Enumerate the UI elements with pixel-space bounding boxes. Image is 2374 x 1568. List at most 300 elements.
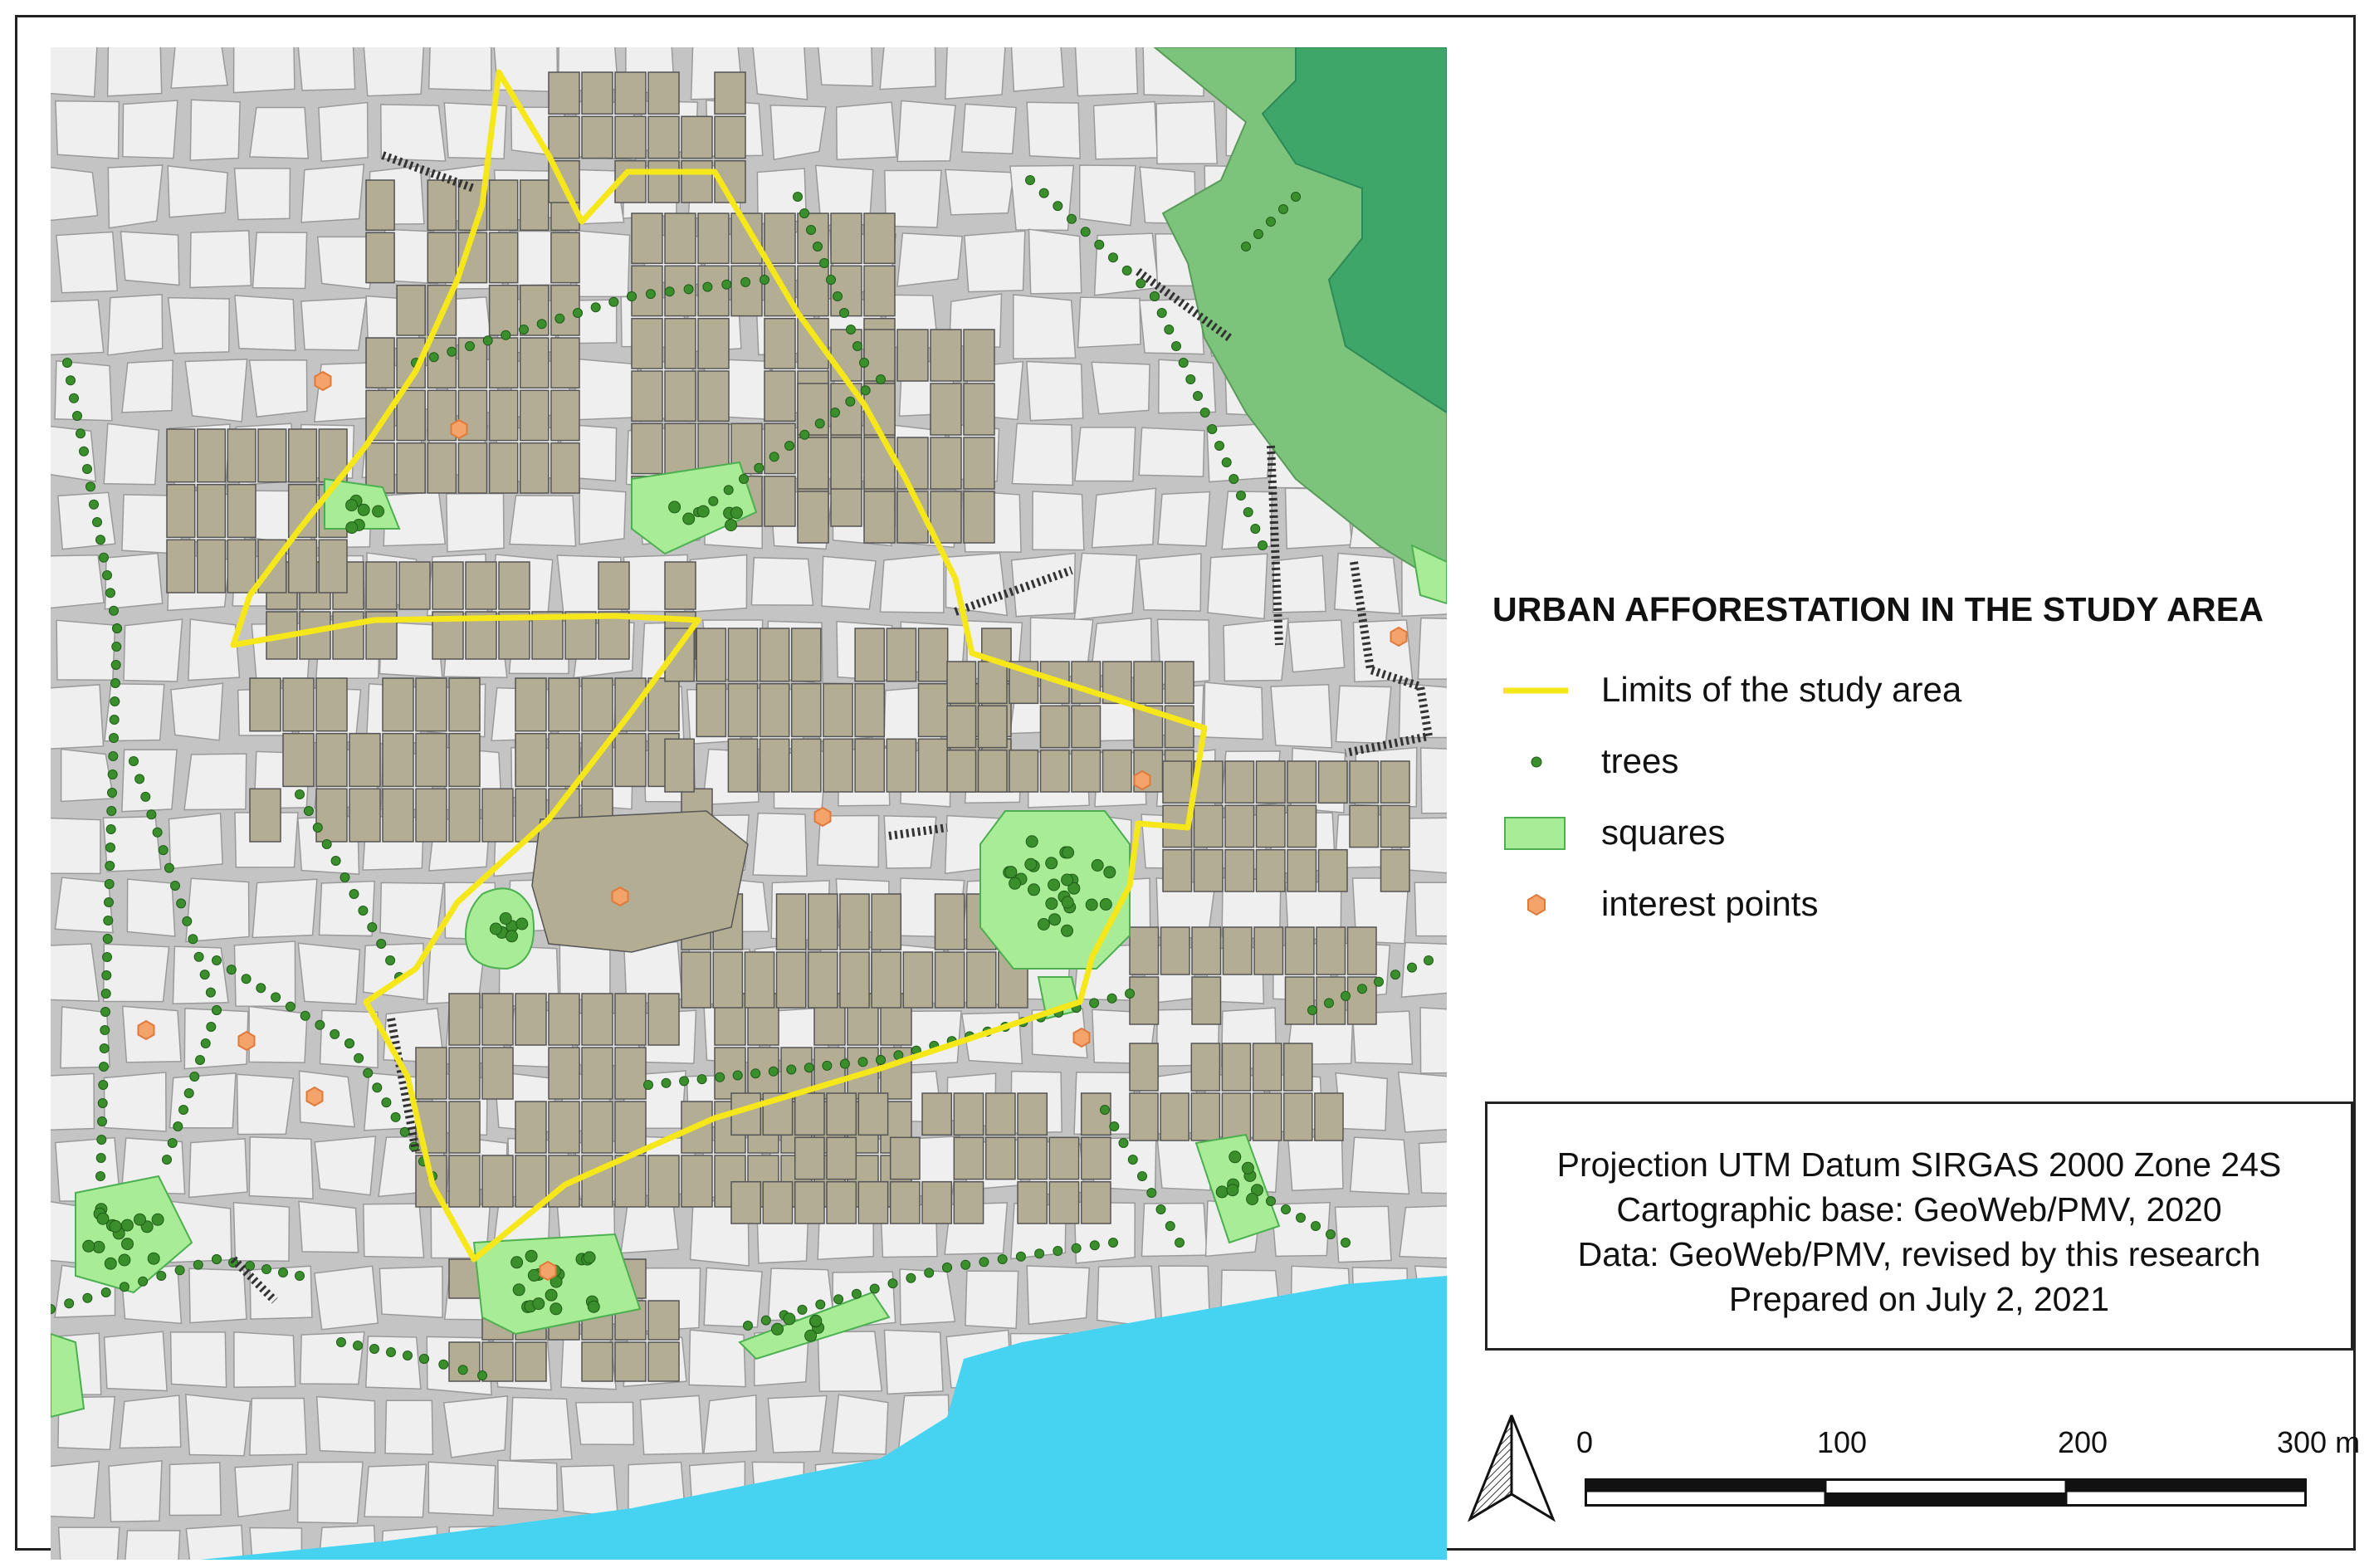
interest-point <box>1074 1028 1090 1047</box>
building <box>366 390 394 440</box>
tree <box>665 287 674 296</box>
building <box>283 734 314 787</box>
tree <box>858 1058 867 1067</box>
tree <box>1282 1205 1291 1214</box>
tree <box>403 1351 413 1360</box>
tree <box>787 1065 796 1074</box>
lot <box>105 554 163 609</box>
tree <box>100 1044 109 1053</box>
building <box>416 1048 447 1099</box>
building <box>760 739 789 792</box>
lot <box>561 1465 618 1517</box>
legend-item-trees <box>1478 733 2308 791</box>
tree <box>103 953 112 962</box>
interest-point <box>1135 771 1150 789</box>
tree <box>387 1348 396 1357</box>
lot <box>1014 295 1076 359</box>
tree <box>110 697 120 706</box>
tree <box>961 1260 970 1269</box>
building <box>954 1137 983 1179</box>
tree <box>794 193 803 202</box>
tree <box>373 1083 382 1092</box>
tree <box>370 1345 379 1354</box>
tree <box>846 397 855 406</box>
building <box>490 338 518 388</box>
tree <box>346 522 358 534</box>
scale-tick-100: 100 <box>1817 1425 1868 1459</box>
building <box>728 684 757 737</box>
building <box>615 994 646 1045</box>
tree <box>853 342 862 351</box>
tree <box>804 1063 813 1072</box>
lot <box>1399 1205 1447 1258</box>
map-canvas[interactable] <box>51 47 1447 1560</box>
building <box>792 684 821 737</box>
building <box>823 684 852 737</box>
building <box>715 116 745 158</box>
building <box>349 789 380 842</box>
building <box>764 213 795 263</box>
tree <box>772 1323 784 1335</box>
lot <box>56 620 115 680</box>
building <box>728 628 757 681</box>
building <box>399 562 430 609</box>
tree <box>506 931 518 942</box>
tree <box>800 430 809 439</box>
tree <box>805 1330 817 1341</box>
lot <box>1094 102 1158 159</box>
building <box>648 1155 679 1207</box>
building <box>864 491 895 543</box>
lot <box>385 1400 432 1454</box>
tree <box>823 1061 832 1070</box>
building <box>1163 850 1192 891</box>
tree <box>271 993 281 1002</box>
boundary-line-symbol <box>1503 670 1578 711</box>
building <box>792 739 821 792</box>
tree <box>722 280 731 289</box>
building <box>289 540 317 593</box>
tree <box>1242 1162 1253 1174</box>
building <box>947 750 976 792</box>
lot <box>1012 423 1072 485</box>
lot <box>120 1395 180 1448</box>
tree <box>1208 425 1217 434</box>
building <box>1257 850 1286 891</box>
building <box>300 612 330 659</box>
lot <box>689 1330 745 1386</box>
building <box>827 1137 856 1179</box>
building <box>858 1093 887 1135</box>
lot <box>1010 165 1073 230</box>
building <box>979 750 1008 792</box>
building <box>1381 805 1410 847</box>
interest-point <box>315 372 331 390</box>
lot <box>1271 685 1331 748</box>
tree <box>550 1303 562 1315</box>
tree <box>810 1315 822 1326</box>
building <box>490 180 518 230</box>
building <box>808 952 838 1008</box>
lot <box>298 1462 364 1523</box>
tree <box>364 1068 373 1077</box>
lot <box>1288 1136 1343 1190</box>
lot <box>364 1464 426 1517</box>
lot <box>298 943 359 1004</box>
legend-label-trees: trees <box>1601 741 1679 780</box>
lot <box>1272 1203 1330 1257</box>
building <box>449 1259 480 1298</box>
tree <box>386 956 395 965</box>
building <box>887 628 916 681</box>
tree <box>111 661 120 670</box>
lot <box>184 754 247 809</box>
tree <box>1090 999 1099 1008</box>
tree <box>83 1240 95 1252</box>
tree <box>175 1266 184 1275</box>
lot <box>59 1527 120 1560</box>
tree <box>331 857 340 866</box>
building <box>449 1155 480 1207</box>
lot <box>55 361 112 421</box>
tree <box>998 1255 1007 1264</box>
building <box>449 994 480 1045</box>
interest-point <box>1391 628 1407 646</box>
building <box>490 232 518 282</box>
building <box>954 1093 983 1135</box>
tree <box>420 1355 429 1364</box>
building <box>366 180 394 230</box>
building <box>728 739 757 792</box>
tree <box>744 1321 753 1331</box>
building <box>840 894 869 950</box>
building <box>632 423 662 473</box>
building <box>931 330 961 381</box>
tree <box>847 325 856 335</box>
tree <box>733 1071 742 1080</box>
building <box>964 437 994 489</box>
tree <box>97 1213 109 1224</box>
building <box>515 734 546 787</box>
building <box>383 789 413 842</box>
lot <box>51 685 104 750</box>
building <box>764 319 795 369</box>
building <box>1041 706 1070 747</box>
lot <box>1353 620 1412 681</box>
tree <box>83 465 92 474</box>
building <box>427 443 456 493</box>
tree <box>1039 188 1048 198</box>
tree <box>925 1268 934 1277</box>
tree <box>227 965 236 975</box>
tree <box>784 1313 795 1325</box>
tree <box>1122 266 1131 275</box>
building <box>1284 1093 1312 1141</box>
lot <box>299 1201 359 1252</box>
lot <box>822 556 876 609</box>
tree <box>337 1338 346 1347</box>
tree <box>83 1293 92 1302</box>
building <box>648 72 679 114</box>
building <box>1191 1043 1219 1091</box>
tree <box>1136 279 1145 288</box>
tree <box>1109 1238 1118 1248</box>
tree <box>1053 202 1062 211</box>
building <box>764 266 795 315</box>
building <box>198 540 226 593</box>
lot <box>429 47 491 90</box>
building <box>427 338 456 388</box>
building <box>840 952 869 1008</box>
building <box>1381 761 1410 803</box>
tree <box>99 1081 108 1090</box>
tree <box>1072 1243 1081 1253</box>
tree <box>242 975 251 984</box>
building <box>227 429 256 482</box>
lot <box>315 1136 375 1195</box>
building <box>1225 850 1254 891</box>
tree <box>1119 1139 1128 1148</box>
building <box>549 994 579 1045</box>
building <box>665 739 694 792</box>
scale-area <box>1453 1395 2367 1545</box>
building <box>1222 1093 1250 1141</box>
lot <box>897 100 955 161</box>
building <box>198 485 226 538</box>
tree <box>834 1295 843 1304</box>
lot <box>1420 1008 1447 1073</box>
tree <box>545 1289 557 1301</box>
lot <box>108 165 162 228</box>
tree <box>555 314 564 323</box>
tree <box>798 1305 807 1314</box>
lot <box>965 1271 1018 1328</box>
tree <box>377 940 386 949</box>
building <box>449 1048 480 1099</box>
lot <box>123 100 178 159</box>
building <box>167 429 195 482</box>
building <box>1192 977 1221 1024</box>
tree <box>852 1289 861 1298</box>
building <box>250 789 281 842</box>
tree <box>877 1056 886 1065</box>
lot <box>61 1007 110 1068</box>
tree <box>1258 541 1268 550</box>
lot <box>1414 882 1447 936</box>
building <box>1253 1093 1282 1141</box>
lot <box>171 1332 227 1387</box>
lot <box>233 1203 289 1261</box>
tree <box>105 898 114 907</box>
lot <box>51 1073 94 1130</box>
tree <box>382 1098 391 1107</box>
tree <box>584 1252 595 1263</box>
tree <box>840 309 849 318</box>
building <box>798 491 828 543</box>
tree <box>628 292 637 301</box>
building <box>482 1155 513 1207</box>
tree <box>1424 956 1434 965</box>
tree <box>141 792 150 801</box>
square-fill-symbol <box>1503 813 1578 854</box>
building <box>615 1102 646 1153</box>
lot <box>104 944 169 1001</box>
lot <box>252 879 317 937</box>
building <box>1072 706 1101 747</box>
tree <box>246 1262 255 1271</box>
building <box>615 1342 646 1381</box>
building <box>1350 761 1379 803</box>
tree <box>1062 925 1073 936</box>
building <box>366 562 397 609</box>
tree <box>1215 442 1224 451</box>
tree <box>1200 408 1209 418</box>
tree <box>296 790 305 799</box>
lot <box>252 232 306 288</box>
tree <box>106 825 115 834</box>
lot <box>381 105 446 161</box>
tree <box>65 1299 74 1308</box>
building <box>696 628 725 681</box>
lot <box>576 1402 634 1444</box>
building <box>490 443 518 493</box>
tree <box>1186 375 1195 384</box>
tree <box>447 347 457 356</box>
building <box>964 383 994 435</box>
building <box>1287 805 1316 847</box>
tree <box>212 1006 222 1015</box>
building <box>922 1182 951 1224</box>
tree <box>101 1008 110 1017</box>
building <box>515 1102 546 1153</box>
building <box>549 678 579 731</box>
tree <box>1251 525 1260 534</box>
tree <box>833 292 843 301</box>
building <box>777 894 806 950</box>
building <box>549 1048 579 1099</box>
lot <box>1204 682 1263 740</box>
building <box>482 1048 513 1099</box>
tree <box>368 923 377 932</box>
building <box>416 734 447 787</box>
lot <box>837 102 896 159</box>
tree <box>831 408 840 418</box>
building <box>891 1137 920 1179</box>
tree <box>724 486 733 495</box>
lot <box>124 1531 180 1560</box>
lot <box>1139 554 1201 611</box>
legend-item-squares <box>1478 804 2308 862</box>
lot <box>1011 47 1064 91</box>
building <box>615 116 646 158</box>
lot <box>447 494 504 552</box>
building <box>366 232 394 282</box>
lot <box>120 232 178 286</box>
tree <box>1254 230 1263 239</box>
building <box>798 383 828 435</box>
tree <box>877 375 886 384</box>
tree <box>1109 253 1118 262</box>
lot <box>1288 620 1345 672</box>
building <box>449 678 480 731</box>
tree <box>107 807 116 816</box>
building <box>855 628 884 681</box>
building <box>648 994 679 1045</box>
building <box>1103 750 1132 792</box>
tree <box>177 899 186 908</box>
tree <box>709 496 718 506</box>
lot <box>127 879 174 936</box>
tree <box>1046 898 1058 910</box>
building <box>520 390 549 440</box>
tree <box>201 1039 210 1048</box>
tree <box>110 1220 121 1232</box>
building <box>681 161 712 203</box>
tree <box>761 1316 770 1325</box>
tree <box>200 970 209 979</box>
tree <box>86 482 95 491</box>
tree <box>525 1250 537 1262</box>
building <box>1191 1093 1219 1141</box>
building <box>551 443 579 493</box>
tree <box>528 1269 540 1281</box>
tree <box>1165 1222 1175 1231</box>
tree <box>1156 1205 1165 1214</box>
building <box>1049 1182 1078 1224</box>
lot <box>122 360 173 413</box>
building <box>1082 1137 1111 1179</box>
tree <box>574 309 583 318</box>
building <box>366 338 394 388</box>
building <box>919 684 948 737</box>
tree <box>76 429 85 438</box>
lot <box>190 100 240 160</box>
tree <box>1194 392 1203 401</box>
building <box>615 1048 646 1099</box>
building <box>919 739 948 792</box>
building <box>798 319 828 369</box>
building <box>947 706 976 747</box>
building <box>316 789 347 842</box>
lot <box>1222 491 1272 550</box>
tree <box>1150 292 1160 301</box>
lot <box>298 47 355 90</box>
building <box>831 437 862 489</box>
tree <box>807 226 816 235</box>
lot <box>1335 553 1399 613</box>
building <box>964 330 994 381</box>
lot <box>945 169 1014 214</box>
building <box>872 952 901 1008</box>
tree <box>490 923 501 935</box>
building <box>1194 850 1224 891</box>
building <box>289 429 317 482</box>
building <box>795 1137 824 1179</box>
tree <box>870 1284 879 1293</box>
lot <box>1159 359 1216 413</box>
building <box>858 1182 887 1224</box>
tree <box>1267 217 1276 227</box>
lot <box>250 1398 307 1455</box>
lot <box>56 232 117 292</box>
lot <box>51 944 99 1001</box>
tree <box>1237 491 1246 501</box>
building <box>1130 1043 1158 1091</box>
tree <box>313 823 322 833</box>
lot <box>704 1395 756 1453</box>
tree <box>120 1282 129 1292</box>
tree <box>1341 991 1351 1000</box>
